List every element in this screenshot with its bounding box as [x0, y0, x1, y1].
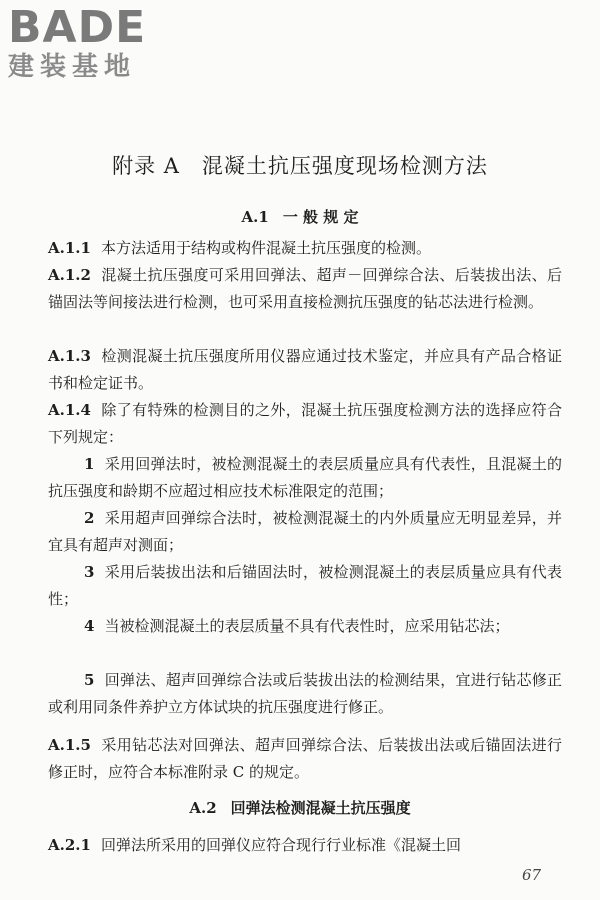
- item-number: 1: [84, 455, 95, 473]
- clause-text: 混凝土抗压强度可采用回弹法、超声－回弹综合法、后装拔出法、后锚固法等间接法进行检测，也可采用直接检测抗压强度的钻芯法进行检测。: [48, 266, 562, 311]
- list-item-1: [48, 451, 562, 505]
- clause-number: A.1.4: [48, 401, 91, 419]
- section-title: 一 般 规 定: [282, 208, 359, 226]
- clause-a-1-4: [48, 397, 562, 451]
- item-number: 5: [84, 671, 95, 689]
- bade-logo: [8, 2, 178, 86]
- list-item-2: [48, 505, 562, 559]
- item-text: 采用回弹法时，被检测混凝土的表层质量应具有代表性，且混凝土的抗压强度和龄期不应超过相应技术标准限定的范围；: [48, 455, 562, 500]
- clause-number: A.1.2: [48, 266, 91, 284]
- list-item-4: [48, 613, 562, 640]
- list-item-3: [48, 559, 562, 613]
- clause-a-2-1: [48, 832, 562, 859]
- clause-text: 检测混凝土抗压强度所用仪器应通过技术鉴定，并应具有产品合格证书和检定证书。: [48, 347, 562, 392]
- list-item-5: [48, 667, 562, 721]
- section-number: A.2: [189, 799, 217, 817]
- item-number: 2: [84, 509, 95, 527]
- logo-wordmark: BADE: [8, 2, 147, 53]
- logo-subtitle: 建装基地: [8, 52, 137, 82]
- item-text: 采用超声回弹综合法时，被检测混凝土的内外质量应无明显差异，并宜具有超声对测面；: [48, 509, 562, 554]
- item-text: 回弹法、超声回弹综合法或后装拔出法的检测结果，宜进行钻芯修正或利用同条件养护立方体试块的抗压强度进行修正。: [48, 671, 562, 716]
- clause-text: 本方法适用于结构或构件混凝土抗压强度的检测。: [100, 239, 431, 257]
- clause-a-1-2: [48, 262, 562, 316]
- section-heading-a2: [0, 797, 600, 818]
- section-number: A.1: [241, 208, 269, 226]
- item-number: 4: [84, 617, 95, 635]
- clause-number: A.1.5: [48, 736, 91, 754]
- page-number: 67: [522, 866, 542, 884]
- clause-number: A.1.1: [48, 239, 91, 257]
- clause-text: 采用钻芯法对回弹法、超声回弹综合法、后装拔出法或后锚固法进行修正时，应符合本标准附录 C 的规定。: [48, 736, 562, 781]
- clause-text: 除了有特殊的检测目的之外，混凝土抗压强度检测方法的选择应符合下列规定：: [48, 401, 562, 446]
- item-text: 当被检测混凝土的表层质量不具有代表性时，应采用钻芯法；: [104, 617, 510, 635]
- clause-number: A.2.1: [48, 836, 91, 854]
- item-number: 3: [84, 563, 95, 581]
- clause-text: 回弹法所采用的回弹仪应符合现行行业标准《混凝土回: [100, 836, 461, 854]
- item-text: 采用后装拔出法和后锚固法时，被检测混凝土的表层质量应具有代表性；: [48, 563, 562, 608]
- clause-a-1-3: [48, 343, 562, 397]
- section-title: 回弹法检测混凝土抗压强度: [230, 799, 411, 817]
- appendix-title: 附录 A 混凝土抗压强度现场检测方法: [112, 154, 488, 178]
- clause-number: A.1.3: [48, 347, 91, 365]
- section-heading-a1: [0, 206, 600, 227]
- clause-a-1-5: [48, 732, 562, 786]
- clause-a-1-1: [48, 235, 562, 262]
